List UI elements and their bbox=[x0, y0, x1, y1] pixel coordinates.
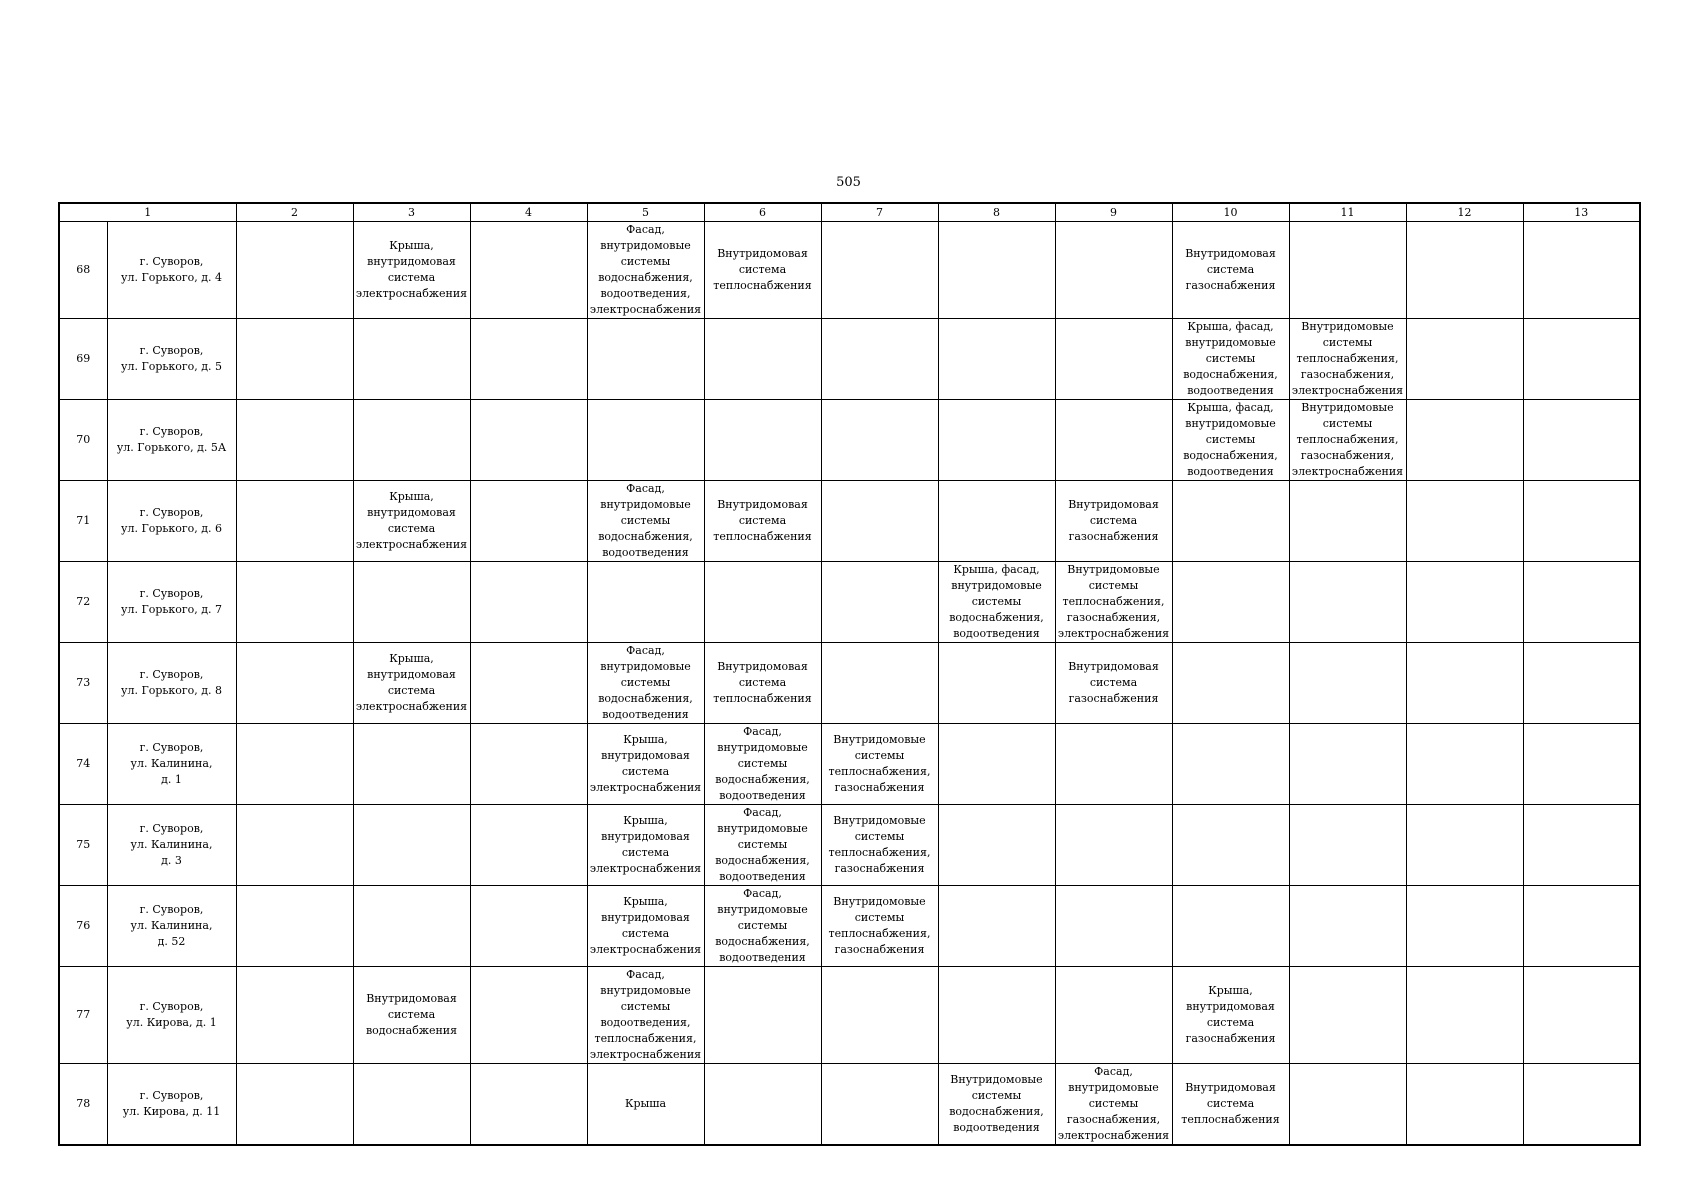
work-cell-col-9 bbox=[1055, 643, 1172, 724]
work-cell-col-4 bbox=[470, 724, 587, 805]
work-cell-col-6 bbox=[704, 886, 821, 967]
work-cell-col-11 bbox=[1289, 967, 1406, 1064]
work-cell-col-12 bbox=[1406, 319, 1523, 400]
work-cell-col-5 bbox=[587, 886, 704, 967]
work-cell-col-4 bbox=[470, 886, 587, 967]
address-cell: г. Суворов, ул. Кирова, д. 1 bbox=[107, 967, 236, 1064]
work-cell-col-9 bbox=[1055, 562, 1172, 643]
work-cell-col-10 bbox=[1172, 562, 1289, 643]
work-cell-col-11 bbox=[1289, 805, 1406, 886]
work-cell-col-4 bbox=[470, 1064, 587, 1146]
work-cell-col-12 bbox=[1406, 967, 1523, 1064]
work-cell-text: Фасад, внутридомовые системы водоотведения, теплоснабжения, электроснабжения bbox=[589, 968, 702, 1061]
work-cell-text: Крыша, внутридомовая система электроснабжения bbox=[355, 490, 468, 551]
work-cell-col-11 bbox=[1289, 319, 1406, 400]
table-row bbox=[59, 562, 1640, 643]
work-cell-col-2 bbox=[236, 481, 353, 562]
work-cell-text: Фасад, внутридомовые системы водоснабжения, водоотведения bbox=[715, 806, 810, 883]
work-cell-text: Внутридомовая система теплоснабжения bbox=[1181, 1081, 1280, 1126]
work-cell-col-10 bbox=[1172, 222, 1289, 319]
work-cell-text: Фасад, внутридомовые системы водоснабжения, водоотведения bbox=[715, 725, 810, 802]
work-cell-col-9 bbox=[1055, 481, 1172, 562]
work-cell-col-5 bbox=[587, 319, 704, 400]
row-number: 72 bbox=[59, 562, 107, 643]
work-cell-col-6 bbox=[704, 319, 821, 400]
work-cell-col-13 bbox=[1523, 319, 1640, 400]
work-cell-col-8 bbox=[938, 805, 1055, 886]
work-cell-col-8 bbox=[938, 643, 1055, 724]
work-cell-text: Внутридомовая система водоснабжения bbox=[365, 992, 458, 1037]
work-cell-col-3 bbox=[353, 886, 470, 967]
work-cell-col-9 bbox=[1055, 222, 1172, 319]
work-cell-text: Фасад, внутридомовые системы водоснабжения, водоотведения bbox=[598, 644, 693, 721]
table-body bbox=[59, 203, 1640, 1145]
work-cell-col-8 bbox=[938, 886, 1055, 967]
work-cell-col-13 bbox=[1523, 886, 1640, 967]
address-cell: г. Суворов, ул. Горького, д. 5 bbox=[107, 319, 236, 400]
work-cell-text: Крыша, фасад, внутридомовые системы водоснабжения, водоотведения bbox=[1183, 320, 1278, 397]
work-cell-col-7 bbox=[821, 643, 938, 724]
work-cell-col-8 bbox=[938, 1064, 1055, 1146]
work-cell-text: Фасад, внутридомовые системы водоснабжения, водоотведения bbox=[598, 482, 693, 559]
work-cell-col-13 bbox=[1523, 222, 1640, 319]
row-number: 75 bbox=[59, 805, 107, 886]
work-cell-col-6 bbox=[704, 481, 821, 562]
work-cell-text: Внутридомовые системы водоснабжения, водоотведения bbox=[949, 1073, 1044, 1134]
work-cell-col-8 bbox=[938, 400, 1055, 481]
table-row bbox=[59, 319, 1640, 400]
address-cell: г. Суворов, ул. Горького, д. 6 bbox=[107, 481, 236, 562]
work-cell-col-2 bbox=[236, 967, 353, 1064]
work-cell-col-9 bbox=[1055, 724, 1172, 805]
work-cell-col-11 bbox=[1289, 562, 1406, 643]
address-cell: г. Суворов, ул. Горького, д. 7 bbox=[107, 562, 236, 643]
work-cell-col-7 bbox=[821, 400, 938, 481]
work-cell-text: Внутридомовые системы теплоснабжения, газоснабжения, электроснабжения bbox=[1291, 320, 1404, 397]
work-cell-col-11 bbox=[1289, 643, 1406, 724]
work-cell-col-10 bbox=[1172, 724, 1289, 805]
work-cell-col-4 bbox=[470, 562, 587, 643]
work-cell-col-4 bbox=[470, 481, 587, 562]
work-cell-col-5 bbox=[587, 562, 704, 643]
work-cell-text: Внутридомовая система теплоснабжения bbox=[713, 660, 812, 705]
work-cell-col-7 bbox=[821, 319, 938, 400]
work-cell-text: Крыша, внутридомовая система электроснабжения bbox=[589, 814, 702, 875]
work-cell-col-13 bbox=[1523, 643, 1640, 724]
work-cell-col-8 bbox=[938, 481, 1055, 562]
work-cell-col-5 bbox=[587, 1064, 704, 1146]
column-number: 2 bbox=[236, 203, 353, 222]
work-cell-text: Внутридомовая система газоснабжения bbox=[1185, 247, 1276, 292]
work-cell-col-3 bbox=[353, 562, 470, 643]
column-number: 6 bbox=[704, 203, 821, 222]
column-number: 1 bbox=[59, 203, 236, 222]
work-cell-col-4 bbox=[470, 400, 587, 481]
work-cell-col-2 bbox=[236, 805, 353, 886]
work-cell-text: Крыша bbox=[624, 1097, 667, 1110]
work-cell-col-2 bbox=[236, 222, 353, 319]
work-cell-col-6 bbox=[704, 562, 821, 643]
work-cell-col-6 bbox=[704, 1064, 821, 1146]
work-cell-col-3 bbox=[353, 481, 470, 562]
work-cell-col-12 bbox=[1406, 400, 1523, 481]
table-row bbox=[59, 481, 1640, 562]
work-cell-col-12 bbox=[1406, 562, 1523, 643]
table-row bbox=[59, 400, 1640, 481]
work-cell-col-9 bbox=[1055, 319, 1172, 400]
column-number: 5 bbox=[587, 203, 704, 222]
work-cell-text: Внутридомовая система теплоснабжения bbox=[713, 498, 812, 543]
work-cell-col-12 bbox=[1406, 724, 1523, 805]
work-cell-col-10 bbox=[1172, 967, 1289, 1064]
work-cell-col-11 bbox=[1289, 1064, 1406, 1146]
work-cell-col-7 bbox=[821, 724, 938, 805]
work-cell-text: Внутридомовые системы теплоснабжения, газоснабжения bbox=[828, 733, 931, 794]
table-row bbox=[59, 643, 1640, 724]
row-number: 77 bbox=[59, 967, 107, 1064]
work-cell-col-4 bbox=[470, 805, 587, 886]
work-cell-text: Крыша, внутридомовая система электроснабжения bbox=[355, 652, 468, 713]
work-cell-col-13 bbox=[1523, 967, 1640, 1064]
work-cell-col-6 bbox=[704, 222, 821, 319]
work-cell-col-13 bbox=[1523, 481, 1640, 562]
work-cell-col-11 bbox=[1289, 400, 1406, 481]
work-cell-col-9 bbox=[1055, 1064, 1172, 1146]
work-cell-text: Внутридомовые системы теплоснабжения, газоснабжения, электроснабжения bbox=[1291, 401, 1404, 478]
work-cell-col-3 bbox=[353, 967, 470, 1064]
work-cell-col-4 bbox=[470, 967, 587, 1064]
work-cell-col-11 bbox=[1289, 481, 1406, 562]
work-cell-col-2 bbox=[236, 400, 353, 481]
work-cell-col-10 bbox=[1172, 805, 1289, 886]
work-cell-col-3 bbox=[353, 805, 470, 886]
work-cell-col-2 bbox=[236, 886, 353, 967]
work-cell-col-12 bbox=[1406, 805, 1523, 886]
work-cell-col-3 bbox=[353, 724, 470, 805]
work-cell-col-2 bbox=[236, 1064, 353, 1146]
work-cell-col-5 bbox=[587, 967, 704, 1064]
work-cell-col-10 bbox=[1172, 319, 1289, 400]
work-cell-col-13 bbox=[1523, 805, 1640, 886]
work-cell-col-6 bbox=[704, 967, 821, 1064]
address-cell: г. Суворов, ул. Горького, д. 4 bbox=[107, 222, 236, 319]
work-cell-col-8 bbox=[938, 724, 1055, 805]
work-cell-col-7 bbox=[821, 1064, 938, 1146]
work-cell-text: Крыша, внутридомовая система электроснабжения bbox=[589, 895, 702, 956]
works-table bbox=[58, 202, 1641, 1146]
work-cell-text: Внутридомовые системы теплоснабжения, газоснабжения bbox=[828, 895, 931, 956]
work-cell-text: Фасад, внутридомовые системы водоснабжения, водоотведения bbox=[715, 887, 810, 964]
work-cell-col-4 bbox=[470, 222, 587, 319]
work-cell-col-7 bbox=[821, 886, 938, 967]
work-cell-col-12 bbox=[1406, 481, 1523, 562]
work-cell-text: Фасад, внутридомовые системы водоснабжения, водоотведения, электроснабжения bbox=[589, 223, 702, 316]
work-cell-col-7 bbox=[821, 481, 938, 562]
work-cell-text: Внутридомовая система газоснабжения bbox=[1068, 660, 1159, 705]
work-cell-col-6 bbox=[704, 805, 821, 886]
work-cell-col-13 bbox=[1523, 400, 1640, 481]
work-cell-col-6 bbox=[704, 643, 821, 724]
column-number: 4 bbox=[470, 203, 587, 222]
column-number: 12 bbox=[1406, 203, 1523, 222]
page-number: 505 bbox=[836, 175, 861, 190]
work-cell-col-8 bbox=[938, 967, 1055, 1064]
address-cell: г. Суворов, ул. Горького, д. 5А bbox=[107, 400, 236, 481]
row-number: 74 bbox=[59, 724, 107, 805]
table-row bbox=[59, 222, 1640, 319]
work-cell-col-8 bbox=[938, 319, 1055, 400]
work-cell-col-7 bbox=[821, 562, 938, 643]
work-cell-text: Фасад, внутридомовые системы газоснабжения, электроснабжения bbox=[1057, 1065, 1170, 1142]
work-cell-text: Внутридомовая система газоснабжения bbox=[1068, 498, 1159, 543]
row-number: 71 bbox=[59, 481, 107, 562]
work-cell-col-9 bbox=[1055, 967, 1172, 1064]
work-cell-col-10 bbox=[1172, 481, 1289, 562]
work-cell-col-12 bbox=[1406, 643, 1523, 724]
work-cell-text: Крыша, фасад, внутридомовые системы водоснабжения, водоотведения bbox=[1183, 401, 1278, 478]
work-cell-col-2 bbox=[236, 643, 353, 724]
work-cell-col-10 bbox=[1172, 643, 1289, 724]
work-cell-text: Крыша, внутридомовая система электроснабжения bbox=[589, 733, 702, 794]
work-cell-col-11 bbox=[1289, 886, 1406, 967]
work-cell-col-9 bbox=[1055, 805, 1172, 886]
work-cell-col-6 bbox=[704, 400, 821, 481]
column-number: 11 bbox=[1289, 203, 1406, 222]
row-number: 69 bbox=[59, 319, 107, 400]
work-cell-col-12 bbox=[1406, 1064, 1523, 1146]
work-cell-col-7 bbox=[821, 967, 938, 1064]
work-cell-text: Внутридомовые системы теплоснабжения, газоснабжения bbox=[828, 814, 931, 875]
work-cell-col-4 bbox=[470, 643, 587, 724]
table-row bbox=[59, 1064, 1640, 1146]
address-cell: г. Суворов, ул. Калинина, д. 1 bbox=[107, 724, 236, 805]
address-cell: г. Суворов, ул. Горького, д. 8 bbox=[107, 643, 236, 724]
work-cell-col-5 bbox=[587, 643, 704, 724]
address-cell: г. Суворов, ул. Калинина, д. 3 bbox=[107, 805, 236, 886]
work-cell-col-8 bbox=[938, 562, 1055, 643]
work-cell-col-12 bbox=[1406, 886, 1523, 967]
work-cell-col-5 bbox=[587, 805, 704, 886]
address-cell: г. Суворов, ул. Калинина, д. 52 bbox=[107, 886, 236, 967]
work-cell-col-11 bbox=[1289, 222, 1406, 319]
work-cell-text: Внутридомовые системы теплоснабжения, газоснабжения, электроснабжения bbox=[1057, 563, 1170, 640]
row-number: 76 bbox=[59, 886, 107, 967]
work-cell-col-7 bbox=[821, 805, 938, 886]
work-cell-text: Крыша, внутридомовая система электроснабжения bbox=[355, 239, 468, 300]
table-row bbox=[59, 967, 1640, 1064]
work-cell-col-10 bbox=[1172, 1064, 1289, 1146]
work-cell-col-3 bbox=[353, 1064, 470, 1146]
work-cell-col-13 bbox=[1523, 562, 1640, 643]
work-cell-col-3 bbox=[353, 222, 470, 319]
work-cell-col-12 bbox=[1406, 222, 1523, 319]
work-cell-col-13 bbox=[1523, 1064, 1640, 1146]
row-number: 68 bbox=[59, 222, 107, 319]
work-cell-col-2 bbox=[236, 319, 353, 400]
table-row bbox=[59, 724, 1640, 805]
work-cell-col-9 bbox=[1055, 886, 1172, 967]
work-cell-col-4 bbox=[470, 319, 587, 400]
work-cell-col-10 bbox=[1172, 886, 1289, 967]
address-cell: г. Суворов, ул. Кирова, д. 11 bbox=[107, 1064, 236, 1146]
work-cell-text: Крыша, внутридомовая система газоснабжения bbox=[1185, 984, 1276, 1045]
work-cell-col-2 bbox=[236, 724, 353, 805]
work-cell-col-5 bbox=[587, 222, 704, 319]
work-cell-col-10 bbox=[1172, 400, 1289, 481]
work-cell-col-5 bbox=[587, 724, 704, 805]
work-cell-col-2 bbox=[236, 562, 353, 643]
row-number: 70 bbox=[59, 400, 107, 481]
work-cell-col-7 bbox=[821, 222, 938, 319]
work-cell-col-3 bbox=[353, 643, 470, 724]
column-number: 7 bbox=[821, 203, 938, 222]
work-cell-col-9 bbox=[1055, 400, 1172, 481]
work-cell-text: Крыша, фасад, внутридомовые системы водоснабжения, водоотведения bbox=[949, 563, 1044, 640]
work-cell-col-6 bbox=[704, 724, 821, 805]
work-cell-col-3 bbox=[353, 319, 470, 400]
column-number: 3 bbox=[353, 203, 470, 222]
work-cell-col-5 bbox=[587, 400, 704, 481]
work-cell-col-3 bbox=[353, 400, 470, 481]
work-cell-col-8 bbox=[938, 222, 1055, 319]
column-number: 9 bbox=[1055, 203, 1172, 222]
table-row bbox=[59, 805, 1640, 886]
work-cell-col-11 bbox=[1289, 724, 1406, 805]
work-cell-col-13 bbox=[1523, 724, 1640, 805]
row-number: 73 bbox=[59, 643, 107, 724]
table-row bbox=[59, 886, 1640, 967]
row-number: 78 bbox=[59, 1064, 107, 1146]
column-number-row bbox=[59, 203, 1640, 222]
column-number: 8 bbox=[938, 203, 1055, 222]
work-cell-text: Внутридомовая система теплоснабжения bbox=[713, 247, 812, 292]
work-cell-col-5 bbox=[587, 481, 704, 562]
column-number: 13 bbox=[1523, 203, 1640, 222]
column-number: 10 bbox=[1172, 203, 1289, 222]
